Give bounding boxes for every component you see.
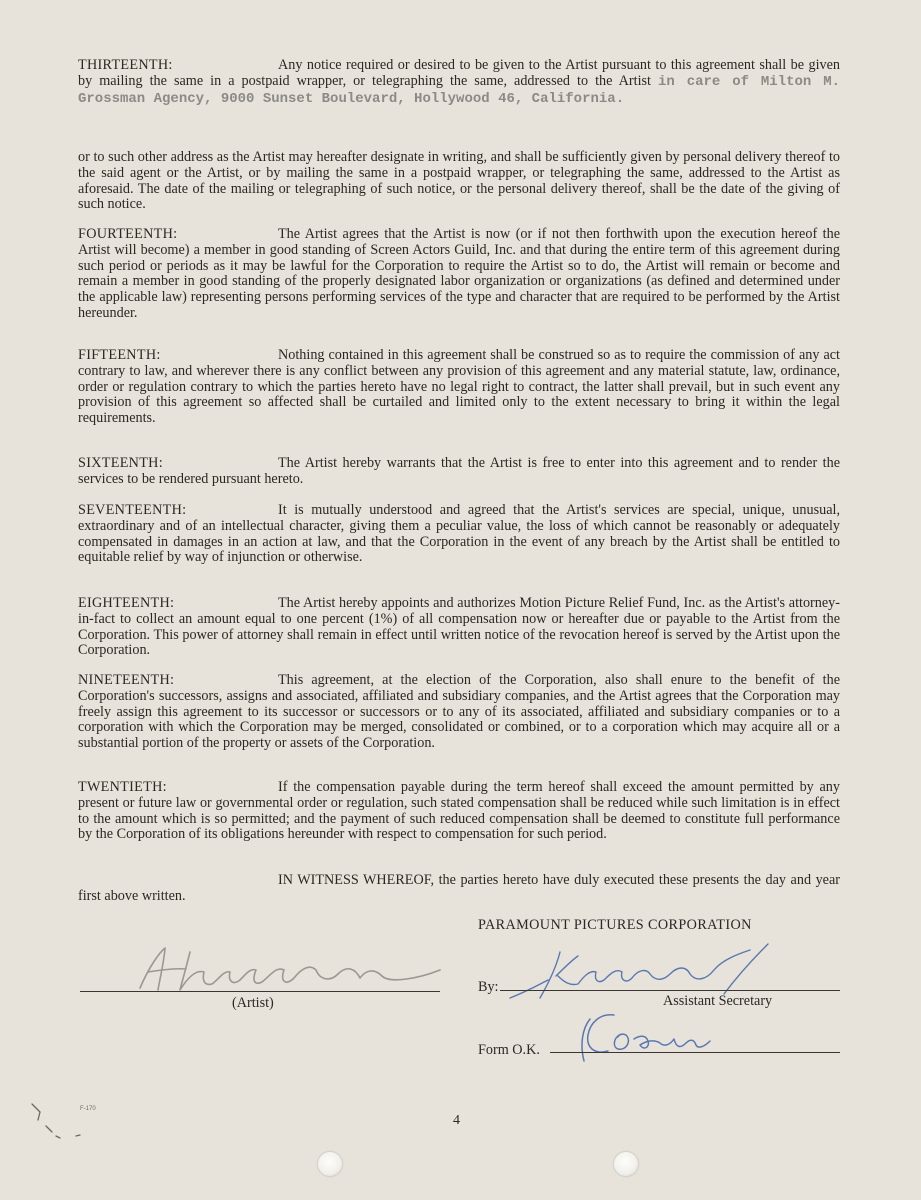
company-name: PARAMOUNT PICTURES CORPORATION	[478, 917, 752, 933]
page-number: 4	[453, 1113, 460, 1128]
clause-heading: FIFTEENTH:	[78, 347, 161, 363]
clause-text: or to such other address as the Artist may hereafter designate in writing, and shall be sufficiently given by personal delivery thereof to the said agent or the Artist, or by mailing the same in a postpaid wrapper, or telegraphing the same, addressed to the Artist as aforesaid. The date of the mailing or telegraphing of such notice, or the personal delivery thereof, shall be the date of the giving of such notice.	[78, 149, 840, 213]
by-signature-line	[500, 990, 840, 991]
clause-heading: THIRTEENTH:	[78, 57, 173, 73]
witness-clause	[78, 873, 840, 905]
clause-fourteenth	[78, 227, 840, 322]
form-ok-signature	[570, 1005, 740, 1065]
clause-heading: FOURTEENTH:	[78, 226, 178, 242]
clause-heading: SEVENTEENTH:	[78, 502, 187, 518]
clause-heading: TWENTIETH:	[78, 779, 167, 795]
clause-heading: NINETEENTH:	[78, 672, 175, 688]
clause-nineteenth	[78, 673, 840, 752]
punch-hole-left	[318, 1152, 342, 1176]
clause-sixteenth	[78, 456, 840, 488]
by-label: By:	[478, 979, 499, 995]
clause-text: IN WITNESS WHEREOF, the parties hereto have duly executed these presents the day and year first above written.	[78, 872, 840, 904]
clause-text: The Artist agrees that the Artist is now (or if not then forthwith upon the execution hereof the Artist will become) a member in good standing of Screen Actors Guild, Inc. and that during the entire term of this agreement during such period or periods as it may be lawful for the Corporation to require the Artist so to do, the Artist will remain or become and remain a member in good standing of the properly designated labor organization or organizations (as defined and determined under the applicable law) representing persons performing services of the type and character that are required to be performed by the Artist hereunder.	[78, 226, 840, 321]
clause-text: Any notice required or desired to be given to the Artist pursuant to this agreement shall be given by mailing the same in a postpaid wrapper, or telegraphing the same, addressed to the Artist	[78, 57, 840, 89]
clause-eighteenth	[78, 596, 840, 659]
clause-text: This agreement, at the election of the Corporation, also shall enure to the benefit of the Corporation's successors, assigns and associated, affiliated and subsidiary companies, and the Artist agrees that the Corporation may freely assign this agreement to its successor or successors or to any of its associated, affiliated and subsidiary companies or to a corporation with which the Corporation may be merged, consolidated or combined, or to a corporation which may acquire all or a substantial portion of the property or assets of the Corporation.	[78, 672, 840, 752]
clause-text: The Artist hereby appoints and authorizes Motion Picture Relief Fund, Inc. as the Artist's attorney-in-fact to collect an amount equal to one percent (1%) of all compensation now or hereafter due or payable to the Artist from the Corporation. This power of attorney shall remain in effect until written notice of the revocation hereof is served by the Artist upon the Corporation.	[78, 595, 840, 659]
pencil-marks-decoration	[28, 1098, 88, 1148]
artist-label: (Artist)	[232, 995, 274, 1011]
clause-heading: SIXTEENTH:	[78, 455, 163, 471]
title-label: Assistant Secretary	[663, 993, 773, 1009]
clause-thirteenth-continued	[78, 150, 840, 213]
clause-text: Nothing contained in this agreement shall be construed so as to require the commission of any act contrary to law, and wherever there is any conflict between any provision of this agreement and any material statute, law, ordinance, order or regulation contrary to which the parties hereto have no legal right to contract, the latter shall prevail, but in such event any provision of this agreement so affected shall be curtailed and limited only to the extent necessary to bring it within the legal requirements.	[78, 347, 840, 427]
clause-fifteenth	[78, 348, 840, 427]
clause-seventeenth	[78, 503, 840, 566]
clause-text: The Artist hereby warrants that the Artist is free to enter into this agreement and to render the services to be rendered pursuant hereto.	[78, 455, 840, 487]
clause-twentieth	[78, 780, 840, 843]
clause-text: If the compensation payable during the term hereof shall exceed the amount permitted by any present or future law or governmental order or regulation, such stated compensation shall be reduced while such limitation is in effect to the amount which is so permitted; and the payment of such reduced compensation shall be deemed to constitute full performance by the Corporation of its obligations hereunder with respect to compensation for such period.	[78, 779, 840, 843]
artist-signature-line	[80, 991, 440, 992]
clause-text: It is mutually understood and agreed that the Artist's services are special, unique, unusual, extraordinary and of an intellectual character, giving them a peculiar value, the loss of which cannot be reasonably or adequately compensated in damages in an action at law, and that the Corporation in the event of any breach by the Artist shall be entitled to equitable relief by way of injunction or otherwise.	[78, 502, 840, 566]
form-number: F-170	[80, 1106, 96, 1112]
punch-hole-right	[614, 1152, 638, 1176]
form-ok-label: Form O.K.	[478, 1042, 540, 1058]
clause-thirteenth	[78, 58, 840, 107]
form-ok-line	[550, 1052, 840, 1053]
typed-address: in care of Milton M. Grossman Agency, 9000 Sunset Boulevard, Hollywood 46, California.	[78, 73, 841, 107]
clause-heading: EIGHTEENTH:	[78, 595, 175, 611]
